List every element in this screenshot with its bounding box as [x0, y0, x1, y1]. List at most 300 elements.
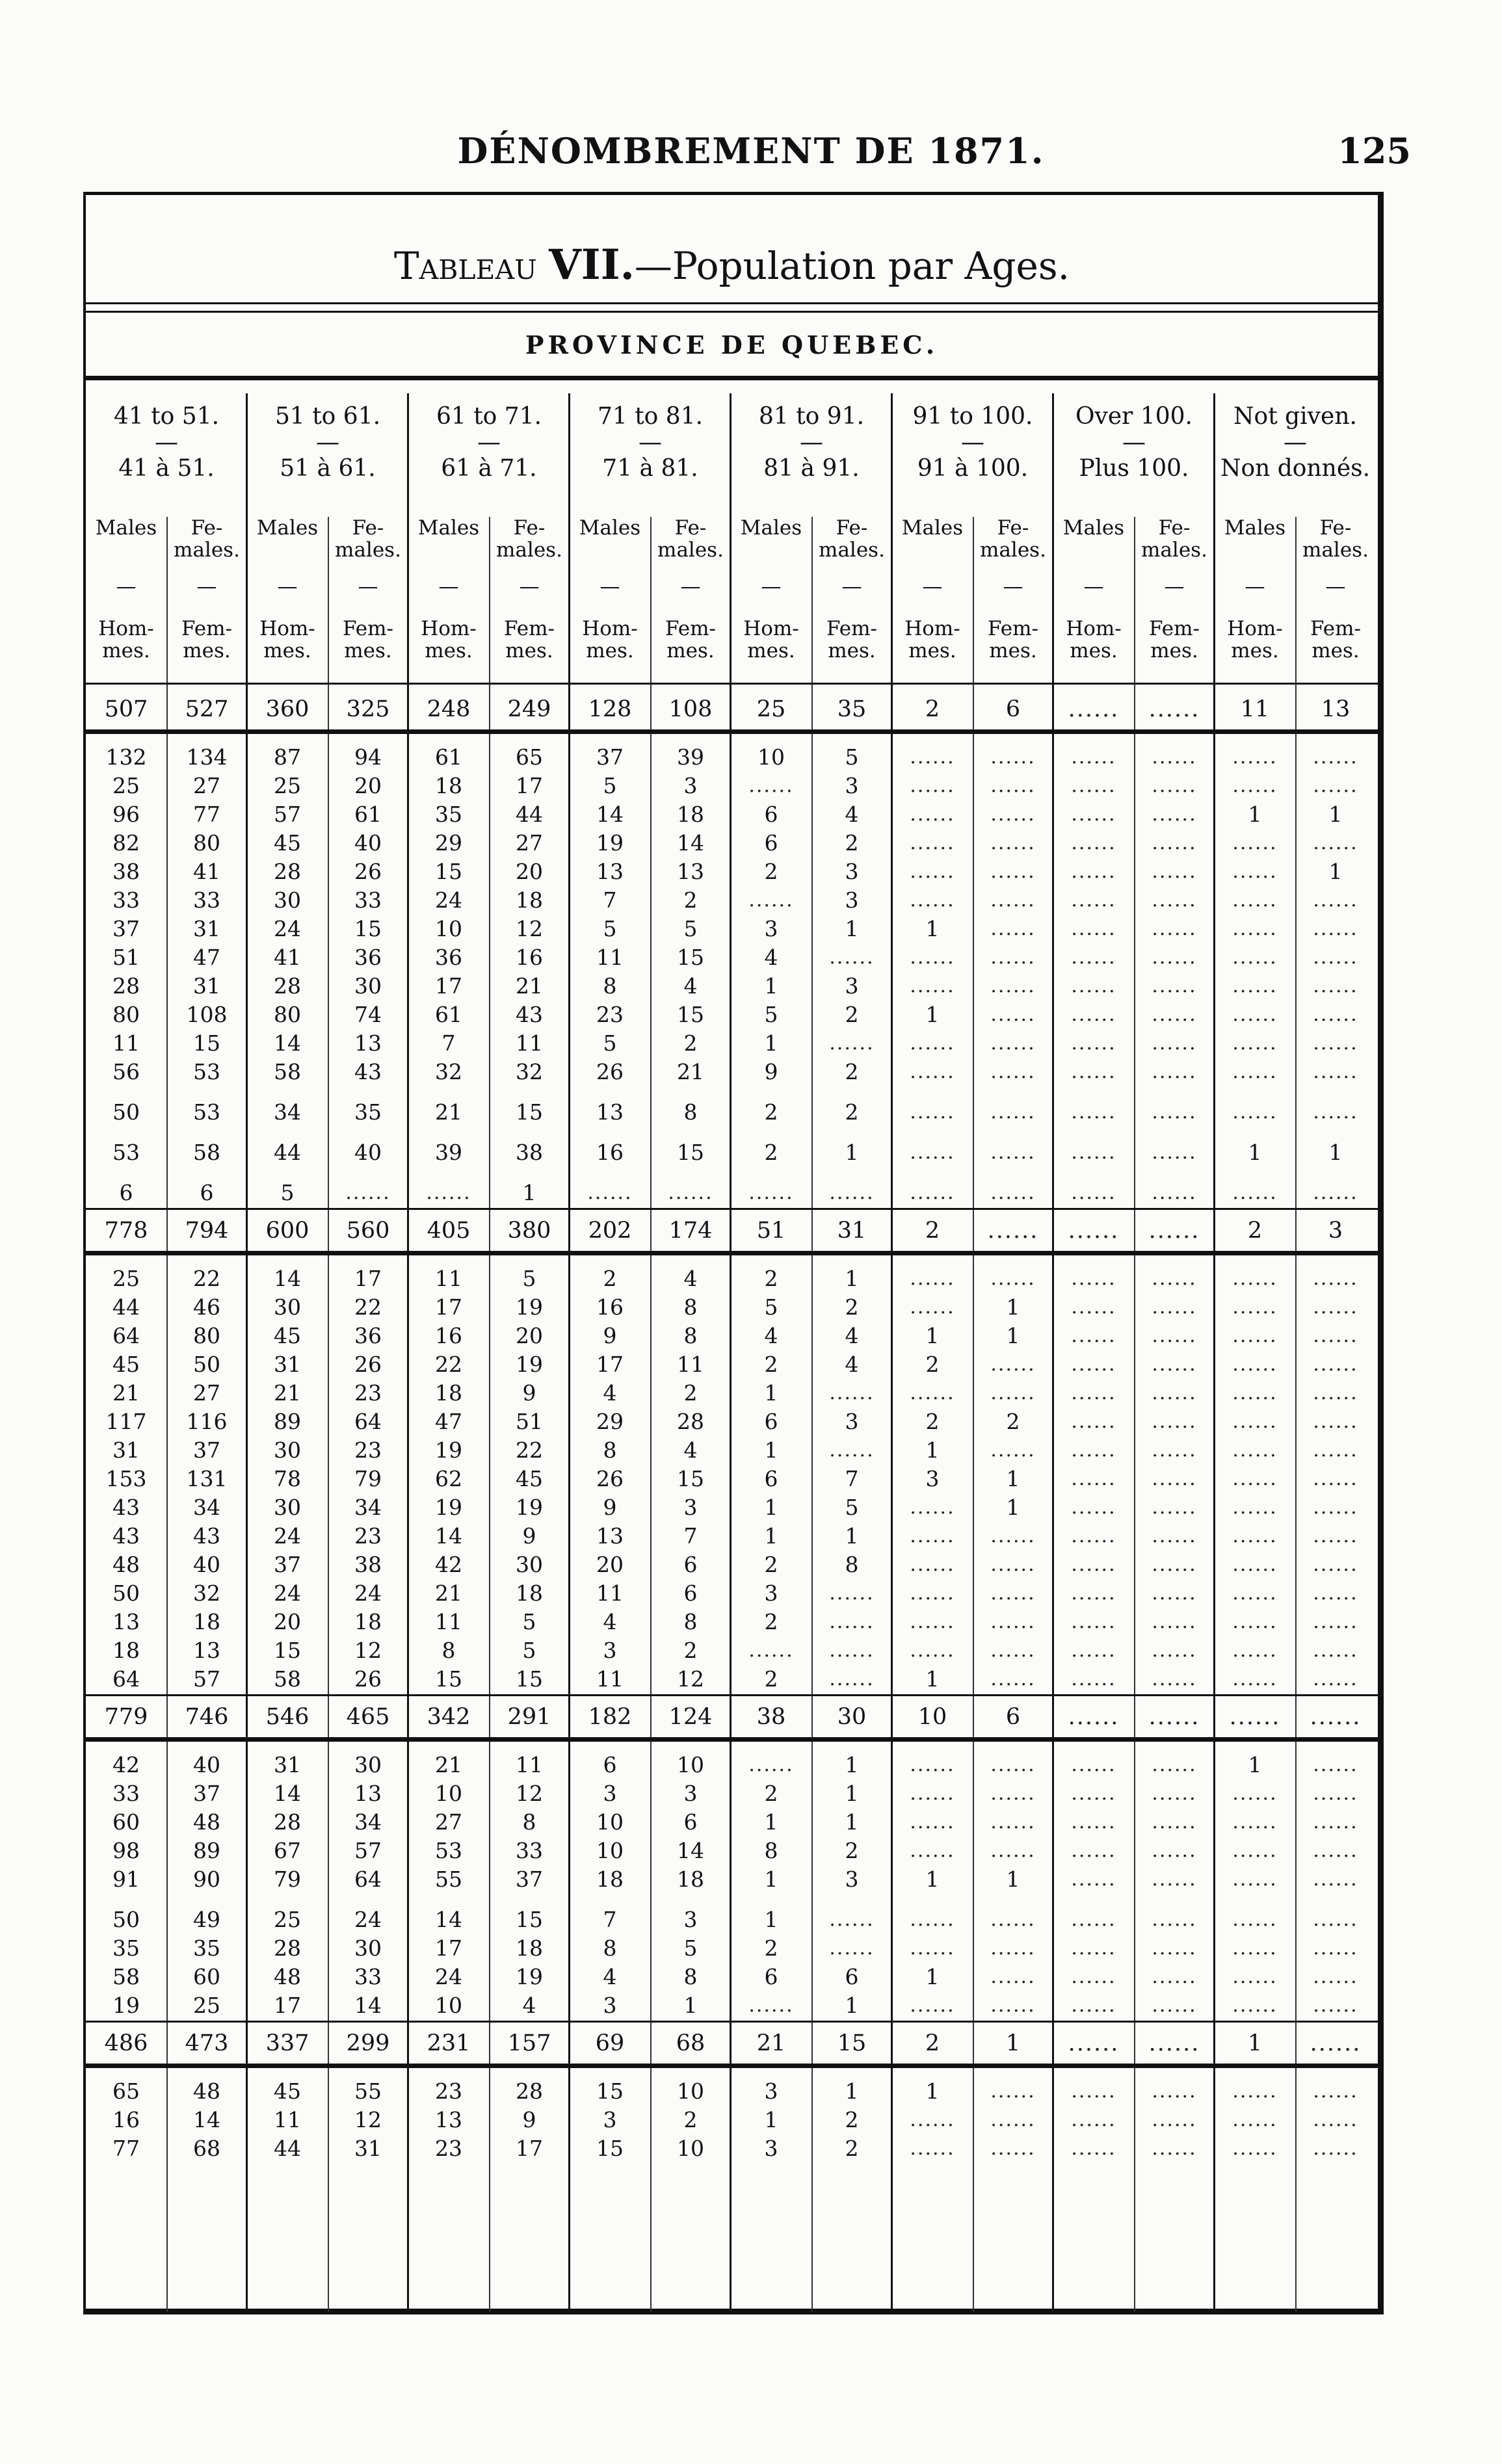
- table-cell: 5: [845, 1495, 859, 1520]
- table-cell: ......: [990, 774, 1036, 797]
- table-cell: 1: [925, 2078, 940, 2104]
- table-cell: ......: [1152, 1610, 1197, 1633]
- table-cell: 18: [516, 1580, 543, 1606]
- table-cell: 778: [104, 1218, 148, 1244]
- table-cell: 4: [845, 802, 859, 827]
- table-cell: 41: [274, 945, 301, 970]
- table-cell: ......: [990, 2108, 1036, 2131]
- table-cell: 4: [683, 1437, 698, 1463]
- table-cell: 174: [668, 1218, 713, 1244]
- table-cell: 3: [925, 1466, 940, 1491]
- sub-header-males_en: Males: [256, 516, 319, 540]
- table-cell: ......: [829, 1439, 875, 1461]
- table-cell: ......: [1071, 946, 1116, 969]
- table-cell: 2: [845, 2107, 859, 2132]
- sub-header-females_fr: Fem-mes.: [503, 617, 555, 663]
- table-cell: ......: [910, 1553, 955, 1576]
- table-cell: 48: [274, 1964, 301, 1989]
- table-cell: 4: [603, 1380, 617, 1406]
- table-cell: ......: [1071, 2137, 1116, 2160]
- table-cell: 10: [677, 2078, 704, 2104]
- table-cell: 14: [193, 2107, 220, 2132]
- table-cell: ......: [1313, 1610, 1358, 1633]
- sub-header-females_fr: Fem-mes.: [987, 617, 1039, 663]
- sub-header-males_fr: Hom-mes.: [582, 617, 638, 663]
- table-cell: ......: [910, 1032, 955, 1055]
- table-cell: 1: [925, 916, 940, 941]
- table-cell: 34: [354, 1495, 382, 1520]
- table-cell: 5: [522, 1638, 536, 1663]
- table-cell: 23: [596, 1002, 624, 1027]
- table-cell: ......: [910, 1937, 955, 1959]
- table-cell: ......: [1232, 1467, 1278, 1490]
- sub-dash: —: [599, 575, 620, 598]
- table-cell: ......: [1152, 1811, 1197, 1833]
- table-cell: 16: [596, 1140, 624, 1165]
- table-cell: 77: [193, 802, 220, 827]
- table-cell: ......: [829, 1582, 875, 1605]
- sub-header-males_fr: Hom-mes.: [421, 617, 477, 663]
- table-cell: 17: [354, 1266, 382, 1291]
- table-cell: 25: [112, 1266, 140, 1291]
- table-cell: 65: [112, 2078, 140, 2104]
- table-cell: ......: [748, 889, 794, 911]
- table-cell: 1: [845, 1809, 859, 1835]
- table-cell: ......: [910, 1610, 955, 1633]
- table-cell: 23: [354, 1437, 382, 1463]
- sub-header-females_fr: Fem-mes.: [1310, 617, 1362, 663]
- table-cell: 153: [105, 1466, 147, 1491]
- table-cell: 2: [764, 1935, 778, 1961]
- table-cell: 6: [603, 1752, 617, 1777]
- table-cell: ......: [1313, 1324, 1358, 1347]
- table-cell: 28: [274, 973, 301, 999]
- table-cell: 28: [274, 1935, 301, 1961]
- age-group-dash: —: [155, 429, 178, 456]
- table-cell: ......: [1313, 2080, 1358, 2103]
- table-cell: 22: [193, 1266, 220, 1291]
- table-cell: 5: [603, 1030, 617, 1056]
- table-cell: ......: [910, 1496, 955, 1519]
- table-cell: ......: [1071, 1267, 1116, 1290]
- table-cell: 1: [845, 1752, 859, 1777]
- table-cell: ......: [1313, 2108, 1358, 2131]
- table-cell: ......: [990, 975, 1036, 997]
- table-cell: 2: [925, 1218, 940, 1244]
- table-cell: 2: [683, 2107, 698, 2132]
- table-cell: 18: [354, 1609, 382, 1634]
- table-cell: ......: [1152, 1553, 1197, 1576]
- table-cell: ......: [990, 1839, 1036, 1862]
- table-cell: 55: [354, 2078, 382, 2104]
- table-cell: 14: [596, 802, 624, 827]
- table-cell: ......: [910, 1582, 955, 1605]
- age-group-fr: 51 à 61.: [280, 455, 376, 482]
- table-cell: 43: [112, 1523, 140, 1549]
- table-cell: 21: [112, 1380, 140, 1406]
- table-cell: 38: [756, 1704, 786, 1730]
- table-cell: 26: [354, 859, 382, 884]
- table-cell: 48: [112, 1552, 140, 1577]
- table-cell: 8: [683, 1099, 698, 1125]
- table-cell: 11: [1240, 696, 1270, 722]
- table-cell: 21: [274, 1380, 301, 1406]
- table-cell: 15: [677, 945, 704, 970]
- table-cell: 23: [354, 1523, 382, 1549]
- table-cell: 8: [441, 1638, 456, 1663]
- table-cell: 13: [596, 1523, 624, 1549]
- table-cell: 16: [516, 945, 543, 970]
- table-cell: 5: [845, 744, 859, 770]
- table-cell: 18: [677, 802, 704, 827]
- table-cell: ......: [990, 1610, 1036, 1633]
- table-cell: 10: [677, 1752, 704, 1777]
- table-cell: ......: [910, 1181, 955, 1204]
- table-cell: 36: [354, 945, 382, 970]
- table-cell: 1: [845, 1523, 859, 1549]
- table-cell: ......: [1313, 1965, 1358, 1988]
- table-cell: 473: [185, 2030, 229, 2056]
- table-cell: ......: [1313, 1467, 1358, 1490]
- table-cell: ......: [1313, 1753, 1358, 1776]
- table-cell: 8: [603, 1437, 617, 1463]
- table-cell: 13: [596, 1099, 624, 1125]
- table-cell: ......: [1232, 1382, 1278, 1404]
- table-cell: 43: [354, 1059, 382, 1084]
- table-cell: 4: [683, 1266, 698, 1291]
- table-cell: ......: [990, 946, 1036, 969]
- table-cell: ......: [1152, 1003, 1197, 1026]
- table-cell: ......: [910, 1382, 955, 1404]
- table-cell: ......: [1071, 1382, 1116, 1404]
- table-cell: ......: [1071, 1668, 1116, 1690]
- table-cell: 68: [193, 2136, 220, 2161]
- table-cell: 1: [1006, 1495, 1020, 1520]
- table-cell: 30: [837, 1704, 867, 1730]
- table-cell: 32: [193, 1580, 220, 1606]
- table-cell: ......: [1232, 1267, 1278, 1290]
- table-cell: 15: [677, 1466, 704, 1491]
- table-cell: 3: [683, 1907, 698, 1932]
- table-cell: 48: [193, 2078, 220, 2104]
- table-cell: 117: [105, 1409, 147, 1434]
- table-cell: 3: [683, 1495, 698, 1520]
- sub-header-females_en: Fe-males.: [1141, 516, 1207, 562]
- table-cell: ......: [1071, 1965, 1116, 1988]
- total-rule-top: [86, 1694, 1378, 1696]
- sub-header-males_en: Males: [579, 516, 641, 540]
- group-divider: [891, 393, 893, 2312]
- table-cell: 6: [764, 802, 778, 827]
- table-cell: 35: [435, 802, 462, 827]
- table-cell: ......: [1313, 1811, 1358, 1833]
- table-cell: ......: [1229, 1704, 1281, 1730]
- table-cell: 21: [435, 1580, 462, 1606]
- age-group-en: 71 to 81.: [597, 403, 704, 430]
- table-cell: 89: [193, 1838, 220, 1863]
- table-cell: ......: [1232, 1003, 1278, 1026]
- table-cell: 3: [845, 973, 859, 999]
- table-cell: 31: [837, 1218, 867, 1244]
- table-cell: 82: [112, 830, 140, 856]
- table-cell: 17: [596, 1352, 624, 1377]
- total-rule-bottom: [86, 1251, 1378, 1255]
- table-cell: 4: [683, 973, 698, 999]
- table-cell: 746: [185, 1704, 229, 1730]
- table-cell: 25: [193, 1993, 220, 2018]
- table-cell: ......: [1313, 1296, 1358, 1318]
- table-cell: 3: [683, 1781, 698, 1806]
- table-cell: 31: [354, 2136, 382, 2161]
- table-cell: ......: [910, 1908, 955, 1931]
- table-cell: 1: [845, 2078, 859, 2104]
- table-cell: ......: [1071, 1032, 1116, 1055]
- table-cell: 380: [507, 1218, 551, 1244]
- age-group-fr: 91 à 100.: [917, 455, 1029, 482]
- table-cell: ......: [910, 889, 955, 911]
- table-cell: 9: [764, 1059, 778, 1084]
- table-cell: ......: [1152, 1937, 1197, 1959]
- table-cell: 24: [274, 1523, 301, 1549]
- table-cell: 1: [845, 1266, 859, 1291]
- table-cell: 96: [112, 802, 140, 827]
- table-cell: 1: [1328, 1140, 1343, 1165]
- sub-header-females_en: Fe-males.: [657, 516, 724, 562]
- table-cell: 40: [193, 1552, 220, 1577]
- table-cell: ......: [1071, 746, 1116, 768]
- table-cell: ......: [990, 860, 1036, 883]
- table-cell: 2: [764, 859, 778, 884]
- age-group-en: 51 to 61.: [274, 403, 381, 430]
- table-cell: 15: [435, 1666, 462, 1692]
- table-cell: ......: [1232, 1101, 1278, 1123]
- table-cell: 31: [274, 1752, 301, 1777]
- table-cell: 342: [427, 1704, 471, 1730]
- table-cell: ......: [1313, 1668, 1358, 1690]
- table-cell: 47: [193, 945, 220, 970]
- table-cell: ......: [990, 1553, 1036, 1576]
- table-cell: ......: [1232, 1839, 1278, 1862]
- table-cell: ......: [1232, 1525, 1278, 1547]
- age-group-fr: 71 à 81.: [602, 455, 698, 482]
- table-cell: 1: [845, 1993, 859, 2018]
- table-cell: 7: [603, 887, 617, 913]
- table-cell: ......: [829, 1610, 875, 1633]
- table-cell: 61: [435, 1002, 462, 1027]
- table-cell: 8: [845, 1552, 859, 1577]
- table-cell: 9: [522, 1380, 536, 1406]
- table-cell: ......: [1071, 774, 1116, 797]
- table-cell: 12: [516, 1781, 543, 1806]
- table-cell: ......: [1232, 1496, 1278, 1519]
- table-cell: ......: [1152, 889, 1197, 911]
- table-cell: 2: [764, 1140, 778, 1165]
- table-cell: 17: [516, 2136, 543, 2161]
- table-cell: 80: [193, 830, 220, 856]
- table-cell: 1: [764, 973, 778, 999]
- table-cell: 35: [112, 1935, 140, 1961]
- table-cell: 5: [522, 1609, 536, 1634]
- table-cell: 3: [764, 1580, 778, 1606]
- table-cell: 58: [193, 1140, 220, 1165]
- table-cell: ......: [990, 1639, 1036, 1662]
- total-rule-bottom: [86, 1737, 1378, 1742]
- table-cell: ......: [1310, 1704, 1362, 1730]
- table-cell: 2: [683, 887, 698, 913]
- table-cell: 18: [516, 1935, 543, 1961]
- table-cell: 19: [516, 1294, 543, 1320]
- table-cell: ......: [587, 1181, 633, 1204]
- table-cell: ......: [910, 832, 955, 854]
- table-cell: ......: [1071, 860, 1116, 883]
- table-cell: 31: [112, 1437, 140, 1463]
- table-cell: ......: [1071, 1639, 1116, 1662]
- table-cell: 45: [274, 830, 301, 856]
- table-cell: 1: [764, 1380, 778, 1406]
- table-cell: 6: [1005, 1704, 1021, 1730]
- total-rule-bottom: [86, 729, 1378, 734]
- table-cell: 560: [346, 1218, 390, 1244]
- group-divider: [1213, 393, 1215, 2312]
- table-cell: 49: [193, 1907, 220, 1932]
- table-cell: 23: [435, 2136, 462, 2161]
- table-cell: 2: [1006, 1409, 1020, 1434]
- table-cell: 2: [845, 1059, 859, 1084]
- table-cell: 14: [435, 1907, 462, 1932]
- table-cell: 45: [274, 1323, 301, 1348]
- table-cell: ......: [990, 889, 1036, 911]
- table-cell: 10: [917, 1704, 947, 1730]
- table-cell: ......: [1232, 1439, 1278, 1461]
- table-cell: 20: [516, 1323, 543, 1348]
- sub-header-males_fr: Hom-mes.: [743, 617, 799, 663]
- table-cell: 20: [354, 773, 382, 798]
- table-cell: 20: [596, 1552, 624, 1577]
- table-cell: ......: [1152, 1410, 1197, 1433]
- table-cell: 15: [837, 2030, 867, 2056]
- table-cell: 64: [354, 1867, 382, 1892]
- table-cell: 19: [435, 1437, 462, 1463]
- table-cell: ......: [1313, 1908, 1358, 1931]
- table-cell: ......: [1071, 1782, 1116, 1805]
- table-cell: 64: [112, 1323, 140, 1348]
- table-cell: 1: [764, 2107, 778, 2132]
- table-cell: ......: [910, 1525, 955, 1547]
- table-cell: ......: [829, 1937, 875, 1959]
- table-cell: ......: [1232, 1324, 1278, 1347]
- table-frame: [83, 192, 1384, 2314]
- table-cell: 27: [193, 773, 220, 798]
- table-cell: ......: [748, 1994, 794, 2017]
- table-cell: 1: [925, 1323, 940, 1348]
- table-cell: ......: [990, 1267, 1036, 1290]
- table-cell: 1: [764, 1437, 778, 1463]
- table-cell: 18: [596, 1867, 624, 1892]
- table-cell: 45: [274, 2078, 301, 2104]
- age-group-dash: —: [800, 429, 823, 456]
- table-cell: 10: [435, 1781, 462, 1806]
- table-cell: 16: [596, 1294, 624, 1320]
- table-cell: ......: [1232, 1582, 1278, 1605]
- table-cell: 6: [764, 1409, 778, 1434]
- sub-header-males_en: Males: [95, 516, 157, 540]
- table-cell: 31: [193, 916, 220, 941]
- table-cell: 1: [1006, 1294, 1020, 1320]
- sub-header-females_fr: Fem-mes.: [1148, 617, 1200, 663]
- table-cell: ......: [1152, 1965, 1197, 1988]
- table-cell: ......: [1148, 2030, 1200, 2056]
- total-rule-top: [86, 2021, 1378, 2023]
- table-cell: ......: [990, 1937, 1036, 1959]
- table-cell: 50: [193, 1352, 220, 1377]
- table-cell: ......: [748, 1753, 794, 1776]
- table-cell: 1: [764, 1495, 778, 1520]
- table-cell: 1: [925, 1437, 940, 1463]
- sub-header-females_fr: Fem-mes.: [826, 617, 878, 663]
- table-cell: ......: [910, 2108, 955, 2131]
- table-cell: 22: [516, 1437, 543, 1463]
- sub-dash: —: [1245, 575, 1265, 598]
- table-cell: ......: [1232, 1553, 1278, 1576]
- table-cell: 57: [193, 1666, 220, 1692]
- table-cell: 13: [596, 859, 624, 884]
- table-cell: ......: [990, 832, 1036, 854]
- table-cell: 2: [764, 1099, 778, 1125]
- table-cell: 37: [516, 1867, 543, 1892]
- table-cell: 26: [354, 1352, 382, 1377]
- group-divider: [407, 393, 409, 2312]
- table-cell: 19: [596, 830, 624, 856]
- table-cell: ......: [1152, 1525, 1197, 1547]
- sub-dash: —: [1325, 575, 1346, 598]
- table-cell: ......: [990, 803, 1036, 826]
- table-cell: ......: [1232, 1353, 1278, 1376]
- table-cell: ......: [1313, 1181, 1358, 1204]
- table-cell: 1: [1006, 1323, 1020, 1348]
- table-cell: 486: [104, 2030, 148, 2056]
- table-cell: ......: [910, 1060, 955, 1083]
- age-group-fr: 61 à 71.: [441, 455, 537, 482]
- table-cell: 8: [764, 1838, 778, 1863]
- table-cell: ......: [1152, 1060, 1197, 1083]
- table-cell: ......: [1232, 1610, 1278, 1633]
- table-cell: 7: [683, 1523, 698, 1549]
- table-cell: ......: [1313, 2137, 1358, 2160]
- table-cell: 1: [764, 1907, 778, 1932]
- table-cell: 12: [354, 1638, 382, 1663]
- table-cell: 61: [435, 744, 462, 770]
- table-cell: ......: [990, 2137, 1036, 2160]
- table-cell: 3: [845, 887, 859, 913]
- table-cell: 8: [683, 1294, 698, 1320]
- table-cell: 299: [346, 2030, 390, 2056]
- table-cell: 32: [516, 1059, 543, 1084]
- table-cell: 30: [516, 1552, 543, 1577]
- table-cell: ......: [1071, 1525, 1116, 1547]
- table-cell: 108: [668, 696, 713, 722]
- table-cell: 37: [274, 1552, 301, 1577]
- table-cell: 28: [274, 1809, 301, 1835]
- table-cell: 1: [925, 1867, 940, 1892]
- table-cell: ......: [910, 860, 955, 883]
- table-cell: 50: [112, 1907, 140, 1932]
- table-cell: 17: [435, 1294, 462, 1320]
- table-cell: 11: [112, 1030, 140, 1056]
- table-cell: ......: [910, 1101, 955, 1123]
- table-cell: 26: [596, 1466, 624, 1491]
- table-cell: 57: [274, 802, 301, 827]
- table-cell: 27: [435, 1809, 462, 1835]
